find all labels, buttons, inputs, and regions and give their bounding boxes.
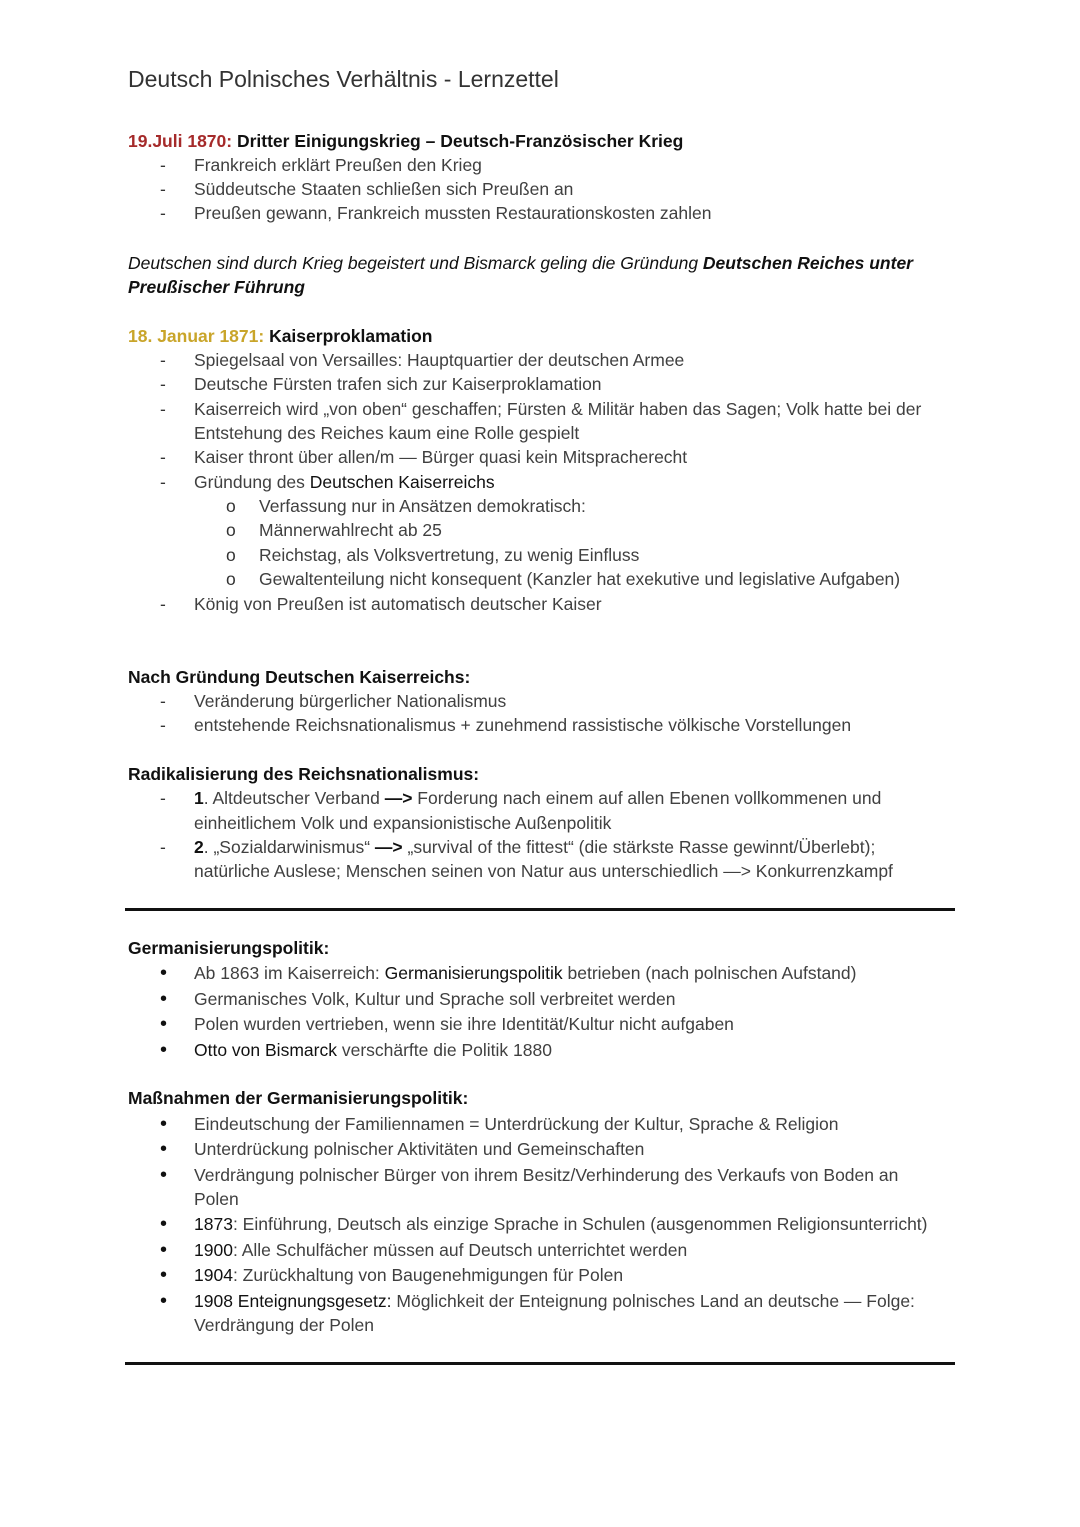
bullet-marker: • bbox=[160, 1113, 168, 1135]
list-item: Deutsche Fürsten trafen sich zur Kaiserproklamation bbox=[194, 374, 602, 394]
year: 1900 bbox=[194, 1240, 233, 1260]
list-item bbox=[194, 1289, 915, 1313]
list-item bbox=[194, 1038, 552, 1062]
circle-marker: o bbox=[226, 496, 236, 516]
list-item bbox=[194, 1212, 928, 1236]
arrow: —> bbox=[374, 837, 403, 857]
dash-marker: - bbox=[160, 691, 166, 711]
section-heading-proclamation bbox=[128, 324, 432, 348]
list-item: entstehende Reichsnationalismus + zunehmend rassistische völkische Vorstellungen bbox=[194, 715, 852, 735]
sub-item: Verfassung nur in Ansätzen demokratisch: bbox=[259, 496, 586, 516]
dash-marker: - bbox=[160, 447, 166, 467]
list-item-continuation: einheitlichem Volk und expansionistische Außenpolitik bbox=[194, 813, 612, 833]
section-heading-war bbox=[128, 129, 683, 153]
dash-marker: - bbox=[160, 594, 166, 614]
dash-marker: - bbox=[160, 203, 166, 223]
bullet-marker: • bbox=[160, 988, 168, 1010]
section-heading-radicalisation: Radikalisierung des Reichsnationalismus: bbox=[128, 764, 480, 784]
list-item: Frankreich erklärt Preußen den Krieg bbox=[194, 155, 482, 175]
circle-marker: o bbox=[226, 569, 236, 589]
bullet-marker: • bbox=[160, 1039, 168, 1061]
sub-item: Männerwahlrecht ab 25 bbox=[259, 520, 442, 540]
item-text: Forderung nach einem auf allen Ebenen vollkommenen und bbox=[412, 788, 882, 808]
founding-prefix: Gründung des bbox=[194, 472, 310, 492]
item-text: „survival of the fittest“ (die stärkste Rasse gewinnt/Überlebt); bbox=[402, 837, 876, 857]
list-item: Verdrängung polnischer Bürger von ihrem Besitz/Verhinderung des Verkaufs von Boden an bbox=[194, 1165, 899, 1185]
item-text: verschärfte die Politik 1880 bbox=[336, 1040, 552, 1060]
item-number: 1 bbox=[194, 788, 204, 808]
dash-marker: - bbox=[160, 350, 166, 370]
note-line-2: Preußischer Führung bbox=[128, 277, 305, 297]
dash-marker: - bbox=[160, 179, 166, 199]
note-line bbox=[128, 251, 913, 275]
list-item-continuation: Polen bbox=[194, 1189, 239, 1209]
dash-marker: - bbox=[160, 788, 166, 808]
item-text: Möglichkeit der Enteignung polnisches Land an deutsche — Folge: bbox=[391, 1291, 915, 1311]
dash-marker: - bbox=[160, 837, 166, 857]
list-item: Preußen gewann, Frankreich mussten Restaurationskosten zahlen bbox=[194, 203, 712, 223]
dash-marker: - bbox=[160, 715, 166, 735]
list-item-continuation: natürliche Auslese; Menschen seinen von Natur aus unterschiedlich —> Konkurrenzkampf bbox=[194, 861, 893, 881]
list-item bbox=[194, 961, 856, 985]
dash-marker: - bbox=[160, 399, 166, 419]
dash-marker: - bbox=[160, 155, 166, 175]
date-1870: 19.Juli 1870: bbox=[128, 131, 233, 151]
list-item bbox=[194, 835, 875, 859]
arrow: —> bbox=[384, 788, 413, 808]
year: 1904 bbox=[194, 1265, 233, 1285]
list-item: Veränderung bürgerlicher Nationalismus bbox=[194, 691, 507, 711]
list-item bbox=[194, 470, 495, 494]
section-heading-germanisation: Germanisierungspolitik: bbox=[128, 938, 330, 958]
dash-marker: - bbox=[160, 472, 166, 492]
list-item: König von Preußen ist automatisch deutscher Kaiser bbox=[194, 594, 602, 614]
sub-item: Reichstag, als Volksvertretung, zu wenig Einfluss bbox=[259, 545, 640, 565]
item-text: betrieben (nach polnischen Aufstand) bbox=[562, 963, 857, 983]
item-text: : Alle Schulfächer müssen auf Deutsch unterrichtet werden bbox=[232, 1240, 688, 1260]
list-item-continuation: Entstehung des Reiches kaum eine Rolle gespielt bbox=[194, 423, 580, 443]
list-item: Polen wurden vertrieben, wenn sie ihre Identität/Kultur nicht aufgaben bbox=[194, 1014, 734, 1034]
item-text: Ab 1863 im Kaiserreich: bbox=[194, 963, 385, 983]
sub-item: Gewaltenteilung nicht konsequent (Kanzler hat exekutive und legislative Aufgaben) bbox=[259, 569, 901, 589]
list-item: Eindeutschung der Familiennamen = Unterdrückung der Kultur, Sprache & Religion bbox=[194, 1114, 839, 1134]
list-item: Süddeutsche Staaten schließen sich Preußen an bbox=[194, 179, 574, 199]
bullet-marker: • bbox=[160, 1013, 168, 1035]
date-1871: 18. Januar 1871: bbox=[128, 326, 265, 346]
note-bold: Deutschen Reiches unter bbox=[702, 253, 913, 273]
bullet-marker: • bbox=[160, 1264, 168, 1286]
note-text: Deutschen sind durch Krieg begeistert und Bismarck geling die Gründung bbox=[128, 253, 703, 273]
heading-text: Dritter Einigungskrieg – Deutsch-Französischer Krieg bbox=[232, 131, 684, 151]
bullet-marker: • bbox=[160, 1239, 168, 1261]
list-item: Kaiserreich wird „von oben“ geschaffen; Fürsten & Militär haben das Sagen; Volk hatte bei der bbox=[194, 399, 922, 419]
bullet-marker: • bbox=[160, 1138, 168, 1160]
bullet-marker: • bbox=[160, 1290, 168, 1312]
divider bbox=[125, 1362, 955, 1365]
item-emphasis: Otto von Bismarck bbox=[194, 1040, 337, 1060]
bullet-marker: • bbox=[160, 962, 168, 984]
list-item bbox=[194, 1238, 687, 1262]
bullet-marker: • bbox=[160, 1213, 168, 1235]
year: 1873 bbox=[194, 1214, 233, 1234]
section-heading-measures: Maßnahmen der Germanisierungspolitik: bbox=[128, 1088, 469, 1108]
section-heading-after-founding: Nach Gründung Deutschen Kaiserreichs: bbox=[128, 667, 471, 687]
year: 1908 Enteignungsgesetz: bbox=[194, 1291, 392, 1311]
dash-marker: - bbox=[160, 374, 166, 394]
list-item: Unterdrückung polnischer Aktivitäten und Gemeinschaften bbox=[194, 1139, 645, 1159]
circle-marker: o bbox=[226, 545, 236, 565]
heading-text: Kaiserproklamation bbox=[264, 326, 433, 346]
item-text: : Zurückhaltung von Baugenehmigungen für Polen bbox=[232, 1265, 624, 1285]
bullet-marker: • bbox=[160, 1164, 168, 1186]
founding-bold: Deutschen Kaiserreichs bbox=[309, 472, 495, 492]
item-text: . Altdeutscher Verband bbox=[203, 788, 385, 808]
list-item: Spiegelsaal von Versailles: Hauptquartier der deutschen Armee bbox=[194, 350, 685, 370]
list-item bbox=[194, 786, 881, 810]
list-item: Germanisches Volk, Kultur und Sprache soll verbreitet werden bbox=[194, 989, 676, 1009]
item-text: : Einführung, Deutsch als einzige Sprache in Schulen (ausgenommen Religionsunterricht) bbox=[232, 1214, 928, 1234]
item-text: . „Sozialdarwinismus“ bbox=[203, 837, 375, 857]
list-item bbox=[194, 1263, 623, 1287]
item-number: 2 bbox=[194, 837, 204, 857]
circle-marker: o bbox=[226, 520, 236, 540]
list-item-continuation: Verdrängung der Polen bbox=[194, 1315, 374, 1335]
page-title: Deutsch Polnisches Verhältnis - Lernzettel bbox=[128, 66, 559, 92]
divider bbox=[125, 908, 955, 911]
item-emphasis: Germanisierungspolitik bbox=[384, 963, 563, 983]
list-item: Kaiser thront über allen/m — Bürger quasi kein Mitspracherecht bbox=[194, 447, 688, 467]
